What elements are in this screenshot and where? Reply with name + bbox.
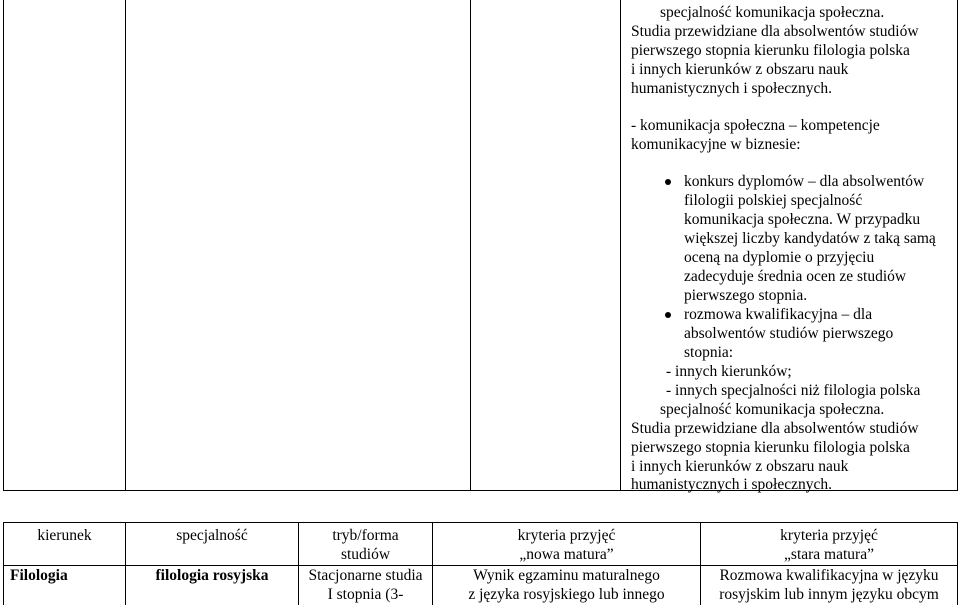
header-tryb: tryb/forma: [332, 527, 399, 544]
header-kryteria-nowa: „nowa matura”: [519, 546, 614, 563]
text-line: i innych kierunków z obszaru nauk: [631, 61, 849, 78]
upper-table-col-border-3: [620, 0, 621, 490]
bullet-text: absolwentów studiów pierwszego: [684, 325, 894, 342]
text-line: pierwszego stopnia kierunku filologia polska: [631, 439, 910, 456]
header-kryteria-nowa: kryteria przyjęć: [517, 527, 616, 544]
bullet-text: większej liczby kandydatów z taką samą: [684, 230, 936, 247]
cell-kryteria-stara: Rozmowa kwalifikacyjna w języku: [719, 567, 939, 584]
bullet-text: filologii polskiej specjalność: [684, 192, 863, 209]
text-line: specjalność komunikacja społeczna.: [660, 401, 885, 418]
cell-specjalnosc: filologia rosyjska: [155, 567, 269, 584]
cell-tryb: Stacjonarne studia: [308, 567, 423, 584]
bullet-text: pierwszego stopnia.: [684, 287, 808, 304]
section-title: komunikacyjne w biznesie:: [631, 136, 801, 153]
text-line: Studia przewidziane dla absolwentów studiów: [631, 23, 919, 40]
cell-kryteria-stara: rosyjskim lub innym języku obcym: [719, 586, 939, 603]
header-tryb: studiów: [340, 546, 391, 563]
header-kryteria-stara: „stara matura”: [784, 546, 874, 563]
bullet-text: stopnia:: [684, 344, 734, 361]
upper-table-col-border-2: [470, 0, 471, 490]
bullet-text: komunikacja społeczna. W przypadku: [684, 211, 921, 228]
bullet-icon: [665, 312, 671, 318]
cell-kryteria-nowa: Wynik egzaminu maturalnego: [473, 567, 660, 584]
text-line: specjalność komunikacja społeczna.: [660, 4, 885, 21]
text-line: humanistycznych i społecznych.: [631, 476, 833, 493]
text-line: humanistycznych i społecznych.: [631, 80, 833, 97]
lower-table-header-border: [3, 565, 958, 566]
header-kierunek: kierunek: [37, 527, 92, 544]
bullet-icon: [665, 179, 671, 185]
cell-tryb: I stopnia (3-: [327, 586, 404, 603]
cell-kryteria-nowa: z języka rosyjskiego lub innego: [468, 586, 665, 603]
cell-kierunek: Filologia: [10, 567, 68, 584]
upper-table-col-border-1: [125, 0, 126, 490]
upper-table-right-border: [957, 0, 958, 490]
section-title: - komunikacja społeczna – kompetencje: [631, 117, 880, 134]
text-line: Studia przewidziane dla absolwentów studiów: [631, 420, 919, 437]
lower-table-right-border: [957, 522, 958, 605]
header-specjalnosc: specjalność: [176, 527, 248, 544]
lower-table-top-border: [3, 522, 958, 523]
header-kryteria-stara: kryteria przyjęć: [780, 527, 878, 544]
bullet-text: konkurs dyplomów – dla absolwentów: [684, 173, 925, 190]
bullet-text: oceną na dyplomie o przyjęciu: [684, 249, 875, 266]
upper-table-left-border: [3, 0, 4, 490]
bullet-text: zadecyduje średnia ocen ze studiów: [684, 268, 907, 285]
text-line: pierwszego stopnia kierunku filologia polska: [631, 42, 910, 59]
dash-item: - innych specjalności niż filologia polska: [666, 382, 921, 399]
dash-item: - innych kierunków;: [666, 363, 792, 380]
text-line: i innych kierunków z obszaru nauk: [631, 458, 849, 475]
bullet-text: rozmowa kwalifikacyjna – dla: [684, 306, 873, 323]
